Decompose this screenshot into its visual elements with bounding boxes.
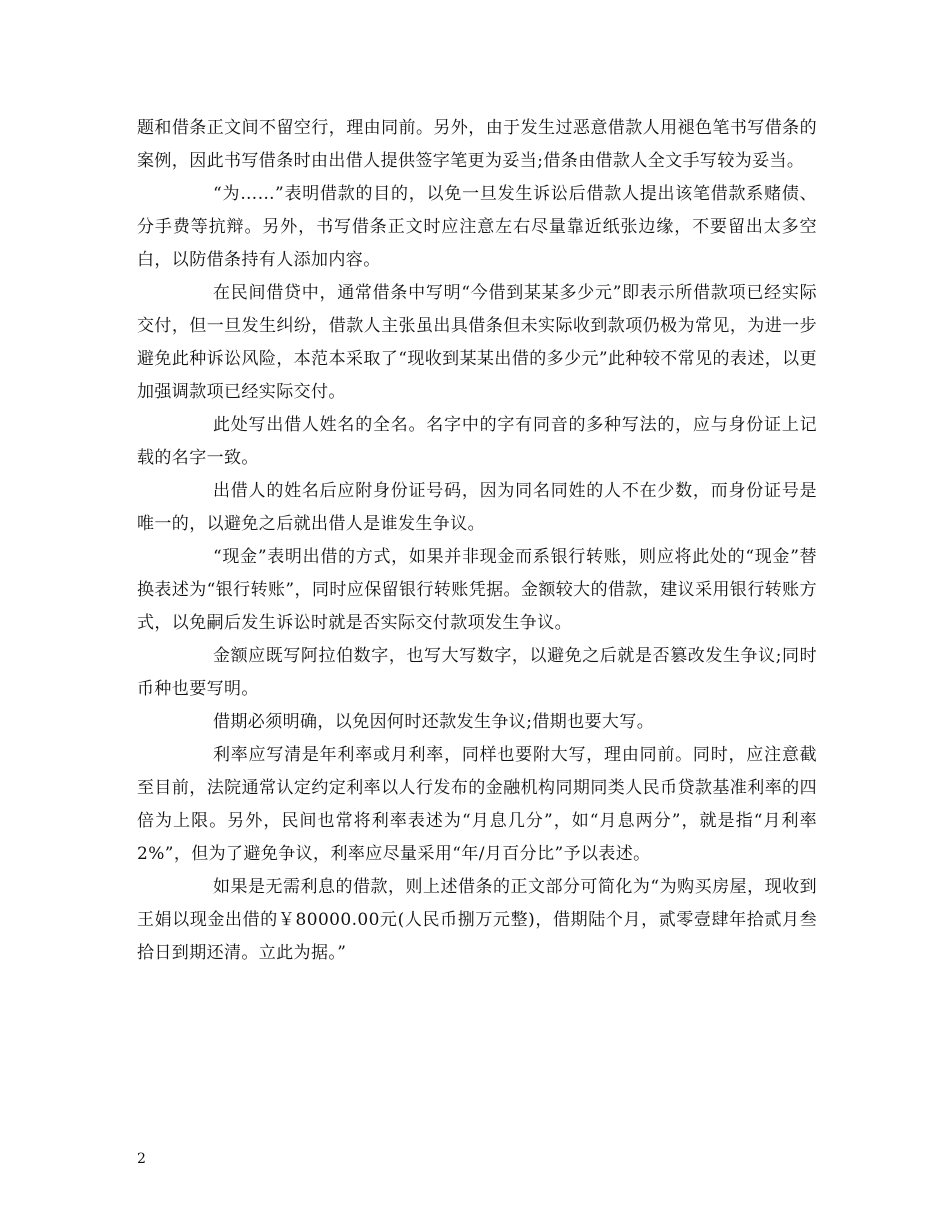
paragraph-5: 出借人的姓名后应附身份证号码，因为同名同姓的人不在少数，而身份证号是唯一的，以避免之后就出借人是谁发生争议。 bbox=[137, 481, 817, 534]
paragraph-7: 金额应既写阿拉伯数字，也写大写数字，以避免之后就是否篡改发生争议;同时币种也要写明。 bbox=[137, 646, 817, 699]
paragraph-9: 利率应写清是年利率或月利率，同样也要附大写，理由同前。同时，应注意截至目前，法院通常认定约定利率以人行发布的金融机构同期同类人民币贷款基准利率的四倍为上限。另外，民间也常将利率表述为“月息几分”，如“月息两分”，就是指“月利率2%”，但为了避免争议，利率应尽量采用“年/月百分比”予以表述。 bbox=[137, 745, 817, 864]
document-body bbox=[137, 112, 817, 970]
paragraph-3: 在民间借贷中，通常借条中写明“今借到某某多少元”即表示所借款项已经实际交付，但一旦发生纠纷，借款人主张虽出具借条但未实际收到款项仍极为常见，为进一步避免此种诉讼风险，本范本采取了“现收到某某出借的多少元”此种较不常见的表述，以更加强调款项已经实际交付。 bbox=[137, 283, 817, 402]
paragraph-4: 此处写出借人姓名的全名。名字中的字有同音的多种写法的，应与身份证上记载的名字一致。 bbox=[137, 415, 817, 468]
page-number: 2 bbox=[137, 1151, 146, 1167]
paragraph-1: 题和借条正文间不留空行，理由同前。另外，由于发生过恶意借款人用褪色笔书写借条的案例，因此书写借条时由出借人提供签字笔更为妥当;借条由借款人全文手写较为妥当。 bbox=[137, 118, 817, 171]
paragraph-2: “为……”表明借款的目的，以免一旦发生诉讼后借款人提出该笔借款系赌债、分手费等抗辩。另外，书写借条正文时应注意左右尽量靠近纸张边缘，不要留出太多空白，以防借条持有人添加内容。 bbox=[137, 184, 817, 270]
paragraph-6: “现金”表明出借的方式，如果并非现金而系银行转账，则应将此处的“现金”替换表述为“银行转账”，同时应保留银行转账凭据。金额较大的借款，建议采用银行转账方式，以免嗣后发生诉讼时就是否实际交付款项发生争议。 bbox=[137, 547, 817, 633]
paragraph-8: 借期必须明确，以免因何时还款发生争议;借期也要大写。 bbox=[213, 712, 655, 732]
paragraph-10: 如果是无需利息的借款，则上述借条的正文部分可简化为“为购买房屋，现收到王娟以现金出借的￥80000.00元(人民币捌万元整)，借期陆个月，贰零壹肆年拾贰月叁拾日到期还清。立此为据。” bbox=[137, 877, 817, 963]
